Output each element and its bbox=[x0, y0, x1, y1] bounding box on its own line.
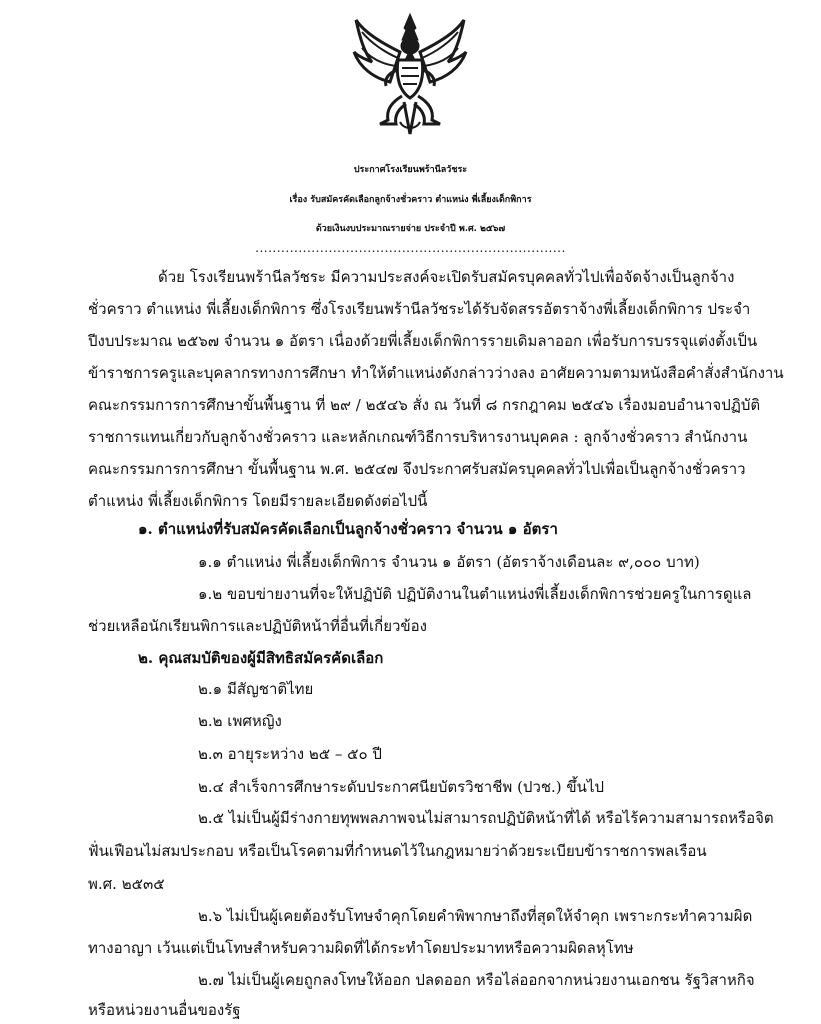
section-2-item-3: ๒.๓ อายุระหว่าง ๒๕ – ๕๐ ปี bbox=[198, 745, 382, 763]
intro-line-3: ปีงบประมาณ ๒๕๖๗ จำนวน ๑ อัตรา เนื่องด้วยพี่เลี้ยงเด็กพิการรายเดิมลาออก เพื่อรับการบรรจุแต่งตั้งเป็น bbox=[88, 332, 758, 350]
section-1-item-2-cont: ช่วยเหลือนักเรียนพิการและปฏิบัติหน้าที่อื่นที่เกี่ยวข้อง bbox=[88, 617, 428, 635]
section-2-item-7-cont: หรือหน่วยงานอื่นของรัฐ bbox=[88, 1001, 241, 1019]
section-1-item-1: ๑.๑ ตำแหน่ง พี่เลี้ยงเด็กพิการ จำนวน ๑ อัตรา (อัตราจ้างเดือนละ ๙,๐๐๐ บาท) bbox=[198, 553, 700, 571]
section-2-item-5-cont-2: พ.ศ. ๒๕๓๕ bbox=[88, 875, 165, 893]
section-2-item-6-cont: ทางอาญา เว้นแต่เป็นโทษสำหรับความผิดที่ได้กระทำโดยประมาทหรือความผิดลหุโทษ bbox=[88, 939, 634, 957]
announcement-title: ประกาศโรงเรียนพร้านีลวัชระ bbox=[353, 165, 468, 175]
section-1-item-2: ๑.๒ ขอบข่ายงานที่จะให้ปฏิบัติ ปฏิบัติงานในตำแหน่งพี่เลี้ยงเด็กพิการช่วยครูในการดูแล bbox=[198, 585, 752, 603]
announcement-subject: เรื่อง รับสมัครคัดเลือกลูกจ้างชั่วคราว ตำแหน่ง พี่เลี้ยงเด็กพิการ bbox=[289, 195, 532, 205]
section-2-item-2: ๒.๒ เพศหญิง bbox=[198, 712, 282, 730]
garuda-emblem-icon bbox=[350, 12, 470, 142]
intro-line-5: คณะกรรมการการศึกษาขั้นพื้นฐาน ที่ ๒๙ / ๒๕๔๖ สั่ง ณ วันที่ ๘ กรกฎาคม ๒๕๔๖ เรื่องมอบอำนาจปฏิบัติ bbox=[88, 396, 761, 414]
separator-line: ........................................................................ bbox=[255, 241, 566, 255]
section-2-heading: ๒. คุณสมบัติของผู้มีสิทธิสมัครคัดเลือก bbox=[138, 649, 384, 667]
section-2-item-1: ๒.๑ มีสัญชาติไทย bbox=[198, 680, 314, 698]
announcement-budget: ด้วยเงินงบประมาณรายจ่าย ประจำปี พ.ศ. ๒๕๖๗ bbox=[315, 224, 506, 234]
section-2-item-5-cont-1: ฟั่นเฟือนไม่สมประกอบ หรือเป็นโรคตามที่กำหนดไว้ในกฎหมายว่าด้วยระเบียบข้าราชการพลเรือน bbox=[88, 842, 707, 860]
intro-line-2: ชั่วคราว ตำแหน่ง พี่เลี้ยงเด็กพิการ ซึ่งโรงเรียนพร้านีลวัชระได้รับจัดสรรอัตราจ้างพี่เลี้ยงเด็กพิการ ประจำ bbox=[88, 300, 751, 318]
section-1-heading: ๑. ตำแหน่งที่รับสมัครคัดเลือกเป็นลูกจ้างชั่วคราว จำนวน ๑ อัตรา bbox=[138, 520, 558, 538]
section-2-item-6: ๒.๖ ไม่เป็นผู้เคยต้องรับโทษจำคุกโดยคำพิพากษาถึงที่สุดให้จำคุก เพราะกระทำความผิด bbox=[198, 907, 753, 925]
intro-line-7: คณะกรรมการการศึกษา ขั้นพื้นฐาน พ.ศ. ๒๕๔๗ จึงประกาศรับสมัครบุคคลทั่วไปเพื่อเป็นลูกจ้างชั่วคราว bbox=[88, 460, 746, 478]
intro-line-4: ข้าราชการครูและบุคลากรทางการศึกษา ทำให้ตำแหน่งดังกล่าวว่างลง อาศัยความตามหนังสือคำสั่งสำนักงาน bbox=[88, 364, 784, 382]
section-2-item-7: ๒.๗ ไม่เป็นผู้เคยถูกลงโทษให้ออก ปลดออก หรือไล่ออกจากหน่วยงานเอกชน รัฐวิสาหกิจ bbox=[198, 971, 755, 989]
section-2-item-5: ๒.๕ ไม่เป็นผู้มีร่างกายทุพพลภาพจนไม่สามารถปฏิบัติหน้าที่ได้ หรือไร้ความสามารถหรือจิต bbox=[198, 809, 774, 827]
intro-line-8: ตำแหน่ง พี่เลี้ยงเด็กพิการ โดยมีรายละเอียดดังต่อไปนี้ bbox=[88, 492, 428, 510]
section-2-item-4: ๒.๔ สำเร็จการศึกษาระดับประกาศนียบัตรวิชาชีพ (ปวช.) ขึ้นไป bbox=[198, 778, 605, 796]
intro-line-6: ราชการแทนเกี่ยวกับลูกจ้างชั่วคราว และหลักเกณฑ์วิธีการบริหารงานบุคคล : ลูกจ้างชั่วคราว สำนักงาน bbox=[88, 428, 748, 446]
intro-line-1: ด้วย โรงเรียนพร้านีลวัชระ มีความประสงค์จะเปิดรับสมัครบุคคลทั่วไปเพื่อจัดจ้างเป็นลูกจ้าง bbox=[158, 268, 735, 286]
